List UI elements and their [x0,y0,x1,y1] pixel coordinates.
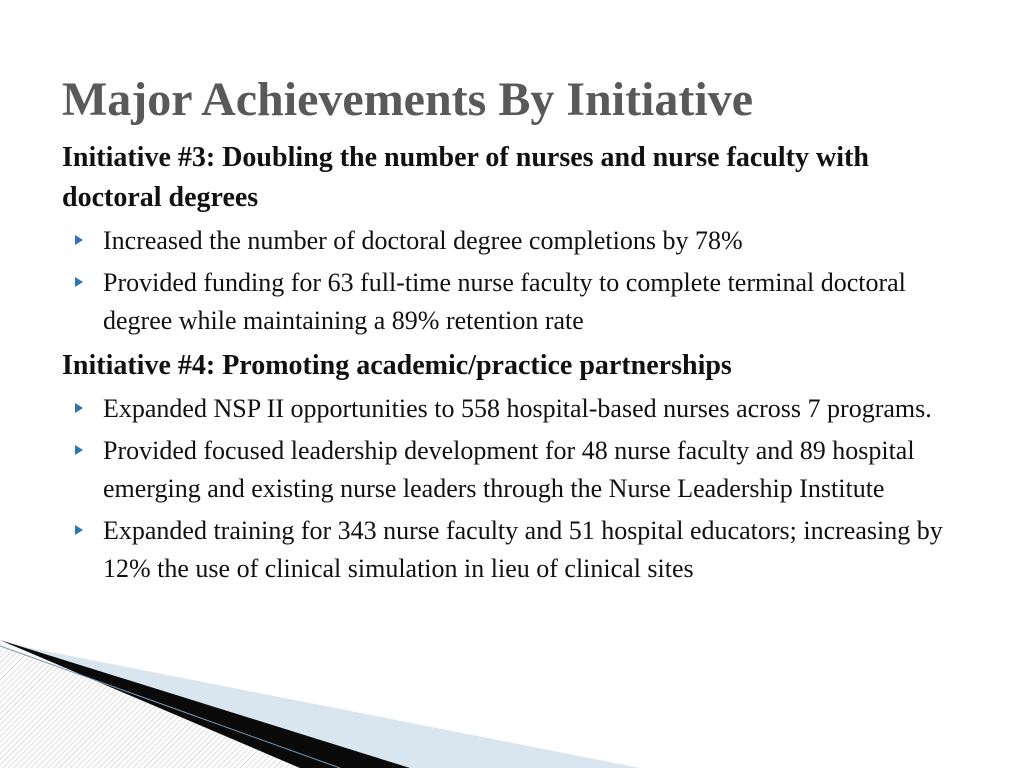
bullet-text: Provided funding for 63 full-time nurse faculty to complete terminal doctoral degree while maintaining a 89% retention rate [103,268,906,335]
bullet-item [62,264,972,340]
triangle-bullet-icon [75,403,83,413]
decorative-swoosh [0,640,1024,768]
triangle-bullet-icon [75,525,83,535]
bullet-item [62,390,972,428]
bullet-text: Increased the number of doctoral degree completions by 78% [103,226,743,255]
bullet-text: Provided focused leadership development for 48 nurse faculty and 89 hospital emerging and existing nurse leaders through the Nurse Leadership Institute [103,436,915,503]
triangle-bullet-icon [75,277,83,287]
initiative-4-bullet-list [62,390,972,588]
bullet-text: Expanded training for 343 nurse faculty and 51 hospital educators; increasing by 12% the use of clinical simulation in lieu of clinical sites [103,516,943,583]
bullet-item [62,432,972,508]
slide-content [62,138,972,592]
bullet-item [62,512,972,588]
triangle-bullet-icon [75,235,83,245]
bullet-text: Expanded NSP II opportunities to 558 hospital-based nurses across 7 programs. [103,394,932,423]
triangle-bullet-icon [75,445,83,455]
initiative-3-bullet-list [62,222,972,340]
bullet-item [62,222,972,260]
initiative-3-heading: Initiative #3: Doubling the number of nurses and nurse faculty with doctoral degrees [62,142,869,213]
slide-title: Major Achievements By Initiative [62,73,754,126]
initiative-4-heading: Initiative #4: Promoting academic/practice partnerships [62,350,732,381]
